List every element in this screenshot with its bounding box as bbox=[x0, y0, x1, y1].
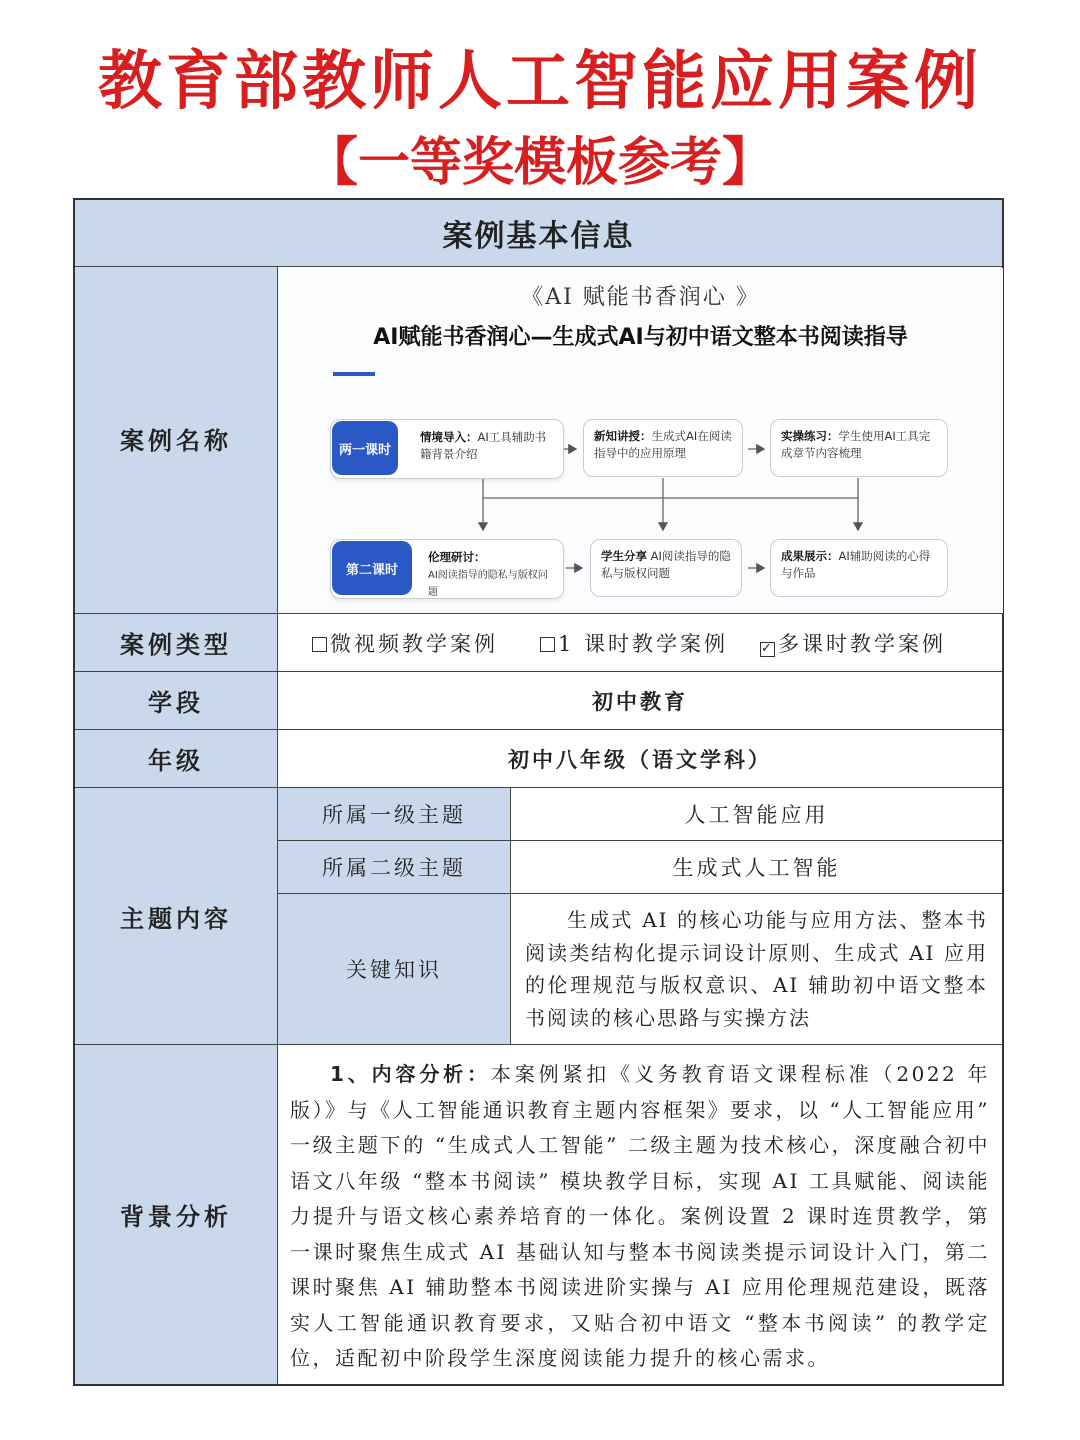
grade-value: 初中八年级（语文学科） bbox=[508, 746, 772, 772]
session1-step1: 情境导入：AI工具辅助书籍背景介绍 bbox=[420, 430, 547, 461]
key-knowledge-label-cell bbox=[278, 894, 510, 1044]
session2-badge: 第二课时 bbox=[332, 541, 412, 595]
checkbox-checked-icon[interactable]: ✓ bbox=[761, 640, 775, 656]
page-subtitle: 【一等奖模板参考】 bbox=[305, 133, 774, 193]
background-heading: 1、内容分析： bbox=[330, 1062, 491, 1086]
case-type-label-cell bbox=[75, 614, 277, 671]
type-option-multi-lesson[interactable]: ✓ 多课时教学案例 bbox=[761, 631, 946, 656]
background-label: 背景分析 bbox=[120, 1203, 232, 1231]
topic2-value: 生成式人工智能 bbox=[672, 856, 841, 880]
key-knowledge-label: 关键知识 bbox=[346, 958, 442, 982]
section-header bbox=[75, 200, 1002, 266]
topic-label-cell bbox=[75, 788, 277, 1044]
key-knowledge-value-cell bbox=[511, 894, 1002, 1044]
session1-step3: 实操练习：学生使用AI工具完成章节内容梳理 bbox=[770, 419, 948, 477]
background-value-cell bbox=[278, 1045, 1002, 1384]
section-title: 案例基本信息 bbox=[442, 219, 635, 254]
row-divider bbox=[75, 266, 1002, 267]
page-title: 教育部教师人工智能应用案例 bbox=[98, 45, 982, 119]
topic1-label: 所属一级主题 bbox=[322, 803, 466, 827]
stage-label-cell bbox=[75, 672, 277, 729]
case-name-label: 案例名称 bbox=[120, 426, 232, 455]
connector-line bbox=[483, 478, 858, 498]
topic2-label-cell bbox=[278, 841, 510, 893]
background-analysis bbox=[290, 1057, 990, 1377]
case-type-label: 案例类型 bbox=[120, 631, 232, 659]
topic1-label-cell bbox=[278, 788, 510, 840]
checkbox-unchecked-icon[interactable] bbox=[540, 637, 555, 652]
type-option-single-lesson[interactable]: 1 课时教学案例 bbox=[540, 628, 728, 658]
grade-value-cell bbox=[278, 730, 1002, 787]
diagram-subtitle: AI赋能书香润心—生成式AI与初中语文整本书阅读指导 bbox=[373, 325, 908, 350]
session1-badge: 两一课时 bbox=[332, 421, 398, 475]
session2-step3: 成果展示：AI辅助阅读的心得与作品 bbox=[770, 539, 948, 597]
lesson-flow-diagram bbox=[278, 268, 1003, 613]
session2-step2: 学生分享 AI阅读指导的隐私与版权问题 bbox=[590, 539, 742, 597]
session2-step1: 伦理研讨： AI阅读指导的隐私与版权问题 bbox=[428, 550, 548, 598]
key-knowledge-value: 生成式 AI 的核心功能与应用方法、整本书阅读类结构化提示词设计原则、生成式 AI 应用的伦理规范与版权意识、AI 辅助初中语文整本书阅读的核心思路与实操方法 bbox=[525, 908, 988, 1030]
topic1-value-cell bbox=[511, 788, 1002, 840]
topic-label: 主题内容 bbox=[120, 904, 232, 933]
grade-label: 年级 bbox=[148, 747, 204, 775]
stage-label: 学段 bbox=[148, 689, 204, 717]
case-name-label-cell bbox=[75, 267, 277, 613]
session1-step2: 新知讲授：生成式AI在阅读指导中的应用原理 bbox=[583, 419, 743, 477]
topic1-value: 人工智能应用 bbox=[684, 803, 829, 827]
case-type-options bbox=[278, 614, 1002, 671]
type-option-micro-video[interactable]: 微视频教学案例 bbox=[312, 628, 498, 658]
background-text: 本案例紧扣《义务教育语文课程标准（2022 年版）》与《人工智能通识教育主题内容框架》要求，以 “人工智能应用” 一级主题下的 “生成式人工智能” 二级主题为技术核心，深度融合初中语文八年级 “整本书阅读” 模块教学目标，实现 AI 工具赋能、阅读能力提升与语文核心素养培育的一体化。案例设置 2 课时连贯教学，第一课时聚焦生成式 AI 基础认知与整本书阅读类提示词设计入门，第二课时聚焦 AI 辅助整本书阅读进阶实操与 AI 应用伦理规范建设，既落实人工智能通识教育要求，又贴合初中语文 “整本书阅读” 的教学定位，适配初中阶段学生深度阅读能力提升的核心需求。 bbox=[290, 1062, 990, 1370]
checkbox-unchecked-icon[interactable] bbox=[312, 637, 327, 652]
stage-value-cell bbox=[278, 672, 1002, 729]
topic2-label: 所属二级主题 bbox=[322, 856, 466, 880]
topic2-value-cell bbox=[511, 841, 1002, 893]
diagram-title: 《AI 赋能书香润心 》 bbox=[521, 285, 760, 310]
background-label-cell bbox=[75, 1045, 277, 1384]
grade-label-cell bbox=[75, 730, 277, 787]
stage-value: 初中教育 bbox=[592, 688, 688, 714]
